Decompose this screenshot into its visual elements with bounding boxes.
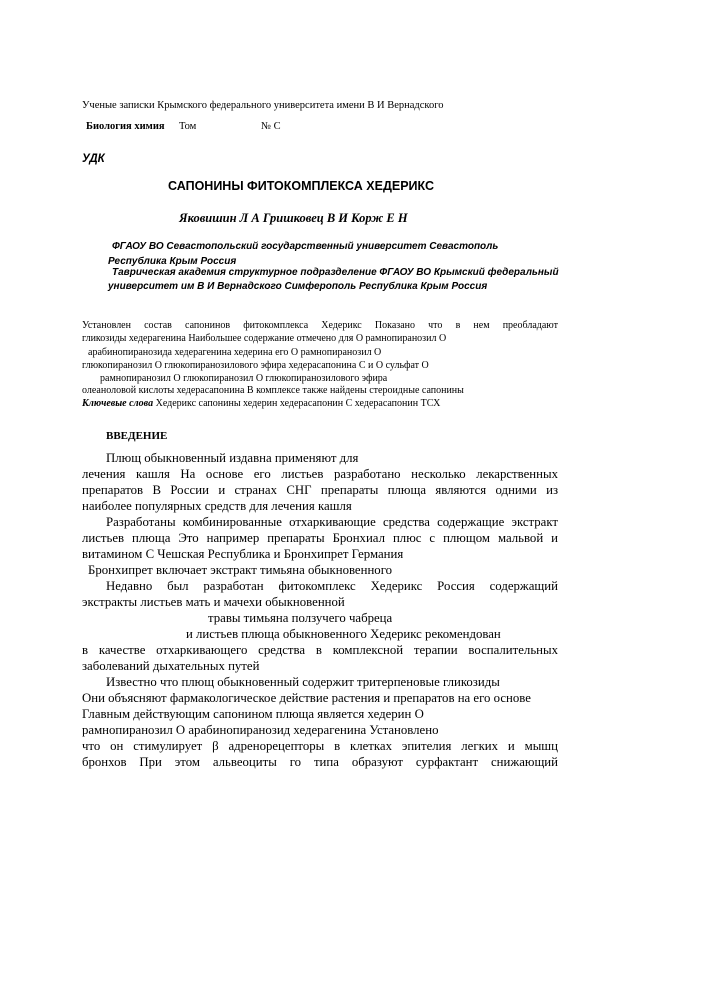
- affiliation-line: ФГАОУ ВО Севастопольский государственный университет Севастополь: [112, 241, 499, 252]
- intro-line: в качестве отхаркивающего средства в комплексной терапии воспалительных: [82, 643, 558, 657]
- intro-line: Бронхипрет включает экстракт тимьяна обыкновенного: [88, 563, 393, 577]
- intro-line: листьев плюща Это например препараты Бронхиал плюс с плющом мальвой и: [82, 531, 558, 545]
- intro-line: заболеваний дыхательных путей: [82, 659, 260, 673]
- affiliation-line: Таврическая академия структурное подразделение ФГАОУ ВО Крымский федеральный: [112, 267, 559, 278]
- paper-title: САПОНИНЫ ФИТОКОМПЛЕКСА ХЕДЕРИКС: [168, 179, 435, 193]
- intro-line: травы тимьяна ползучего чабреца: [208, 611, 393, 625]
- journal-number: № С: [261, 121, 281, 132]
- journal-volume: Том: [179, 121, 197, 132]
- intro-line: и листьев плюща обыкновенного Хедерикс рекомендован: [186, 627, 501, 641]
- intro-line: Они объясняют фармакологическое действие растения и препаратов на его основе: [82, 691, 531, 705]
- journal-name: Ученые записки Крымского федерального университета имени В И Вернадского: [82, 100, 444, 111]
- keywords-line: [82, 398, 440, 409]
- intro-line: Плющ обыкновенный издавна применяют для: [106, 451, 359, 465]
- abstract-line: гликозиды хедерагенина Наибольшее содержание отмечено для О рамнопиранозил О: [82, 333, 447, 344]
- keywords-label: Ключевые слова: [82, 398, 154, 409]
- intro-line: препаратов В России и странах СНГ препараты плюща являются одними из: [82, 483, 558, 497]
- affiliation-line: университет им В И Вернадского Симферополь Республика Крым Россия: [108, 281, 488, 292]
- intro-heading: ВВЕДЕНИЕ: [106, 430, 168, 442]
- abstract-line: олеаноловой кислоты хедерасапонина В комплексе также найдены стероидные сапонины: [82, 385, 464, 396]
- udk-label: УДК: [82, 153, 105, 165]
- intro-line: что он стимулирует β адренорецепторы в клетках эпителия легких и мышц: [82, 739, 558, 753]
- keywords-list: Хедерикс сапонины хедерин хедерасапонин С хедерасапонин ТСХ: [155, 398, 441, 409]
- intro-line: Известно что плющ обыкновенный содержит тритерпеновые гликозиды: [106, 675, 500, 689]
- abstract-line: глюкопиранозил О глюкопиранозилового эфира хедерасапонина С и О сульфат О: [82, 360, 429, 371]
- affiliation-line: Республика Крым Россия: [108, 256, 237, 267]
- paper-authors: Яковишин Л А Гришковец В И Корж Е Н: [179, 211, 408, 225]
- intro-line: бронхов При этом альвеоциты го типа образуют сурфактант снижающий: [82, 755, 558, 769]
- abstract-line: Установлен состав сапонинов фитокомплекса Хедерикс Показано что в нем преобладают: [82, 320, 558, 331]
- intro-line: Недавно был разработан фитокомплекс Хедерикс Россия содержащий: [106, 579, 558, 593]
- intro-line: Разработаны комбинированные отхаркивающие средства содержащие экстракт: [106, 515, 558, 529]
- intro-line: Главным действующим сапонином плюща является хедерин О: [82, 707, 424, 721]
- abstract-line: рамнопиранозил О глюкопиранозил О глюкопиранозилового эфира: [100, 373, 388, 384]
- abstract-line: арабинопиранозида хедерагенина хедерина его О рамнопиранозил О: [88, 347, 382, 358]
- intro-line: рамнопиранозил О арабинопиранозид хедерагенина Установлено: [82, 723, 439, 737]
- intro-line: витамином С Чешская Республика и Бронхипрет Германия: [82, 547, 404, 561]
- intro-line: лечения кашля На основе его листьев разработано несколько лекарственных: [82, 467, 558, 481]
- intro-line: наиболее популярных средств для лечения кашля: [82, 499, 352, 513]
- intro-line: экстракты листьев мать и мачехи обыкновенной: [82, 595, 345, 609]
- journal-series: Биология химия: [86, 121, 165, 132]
